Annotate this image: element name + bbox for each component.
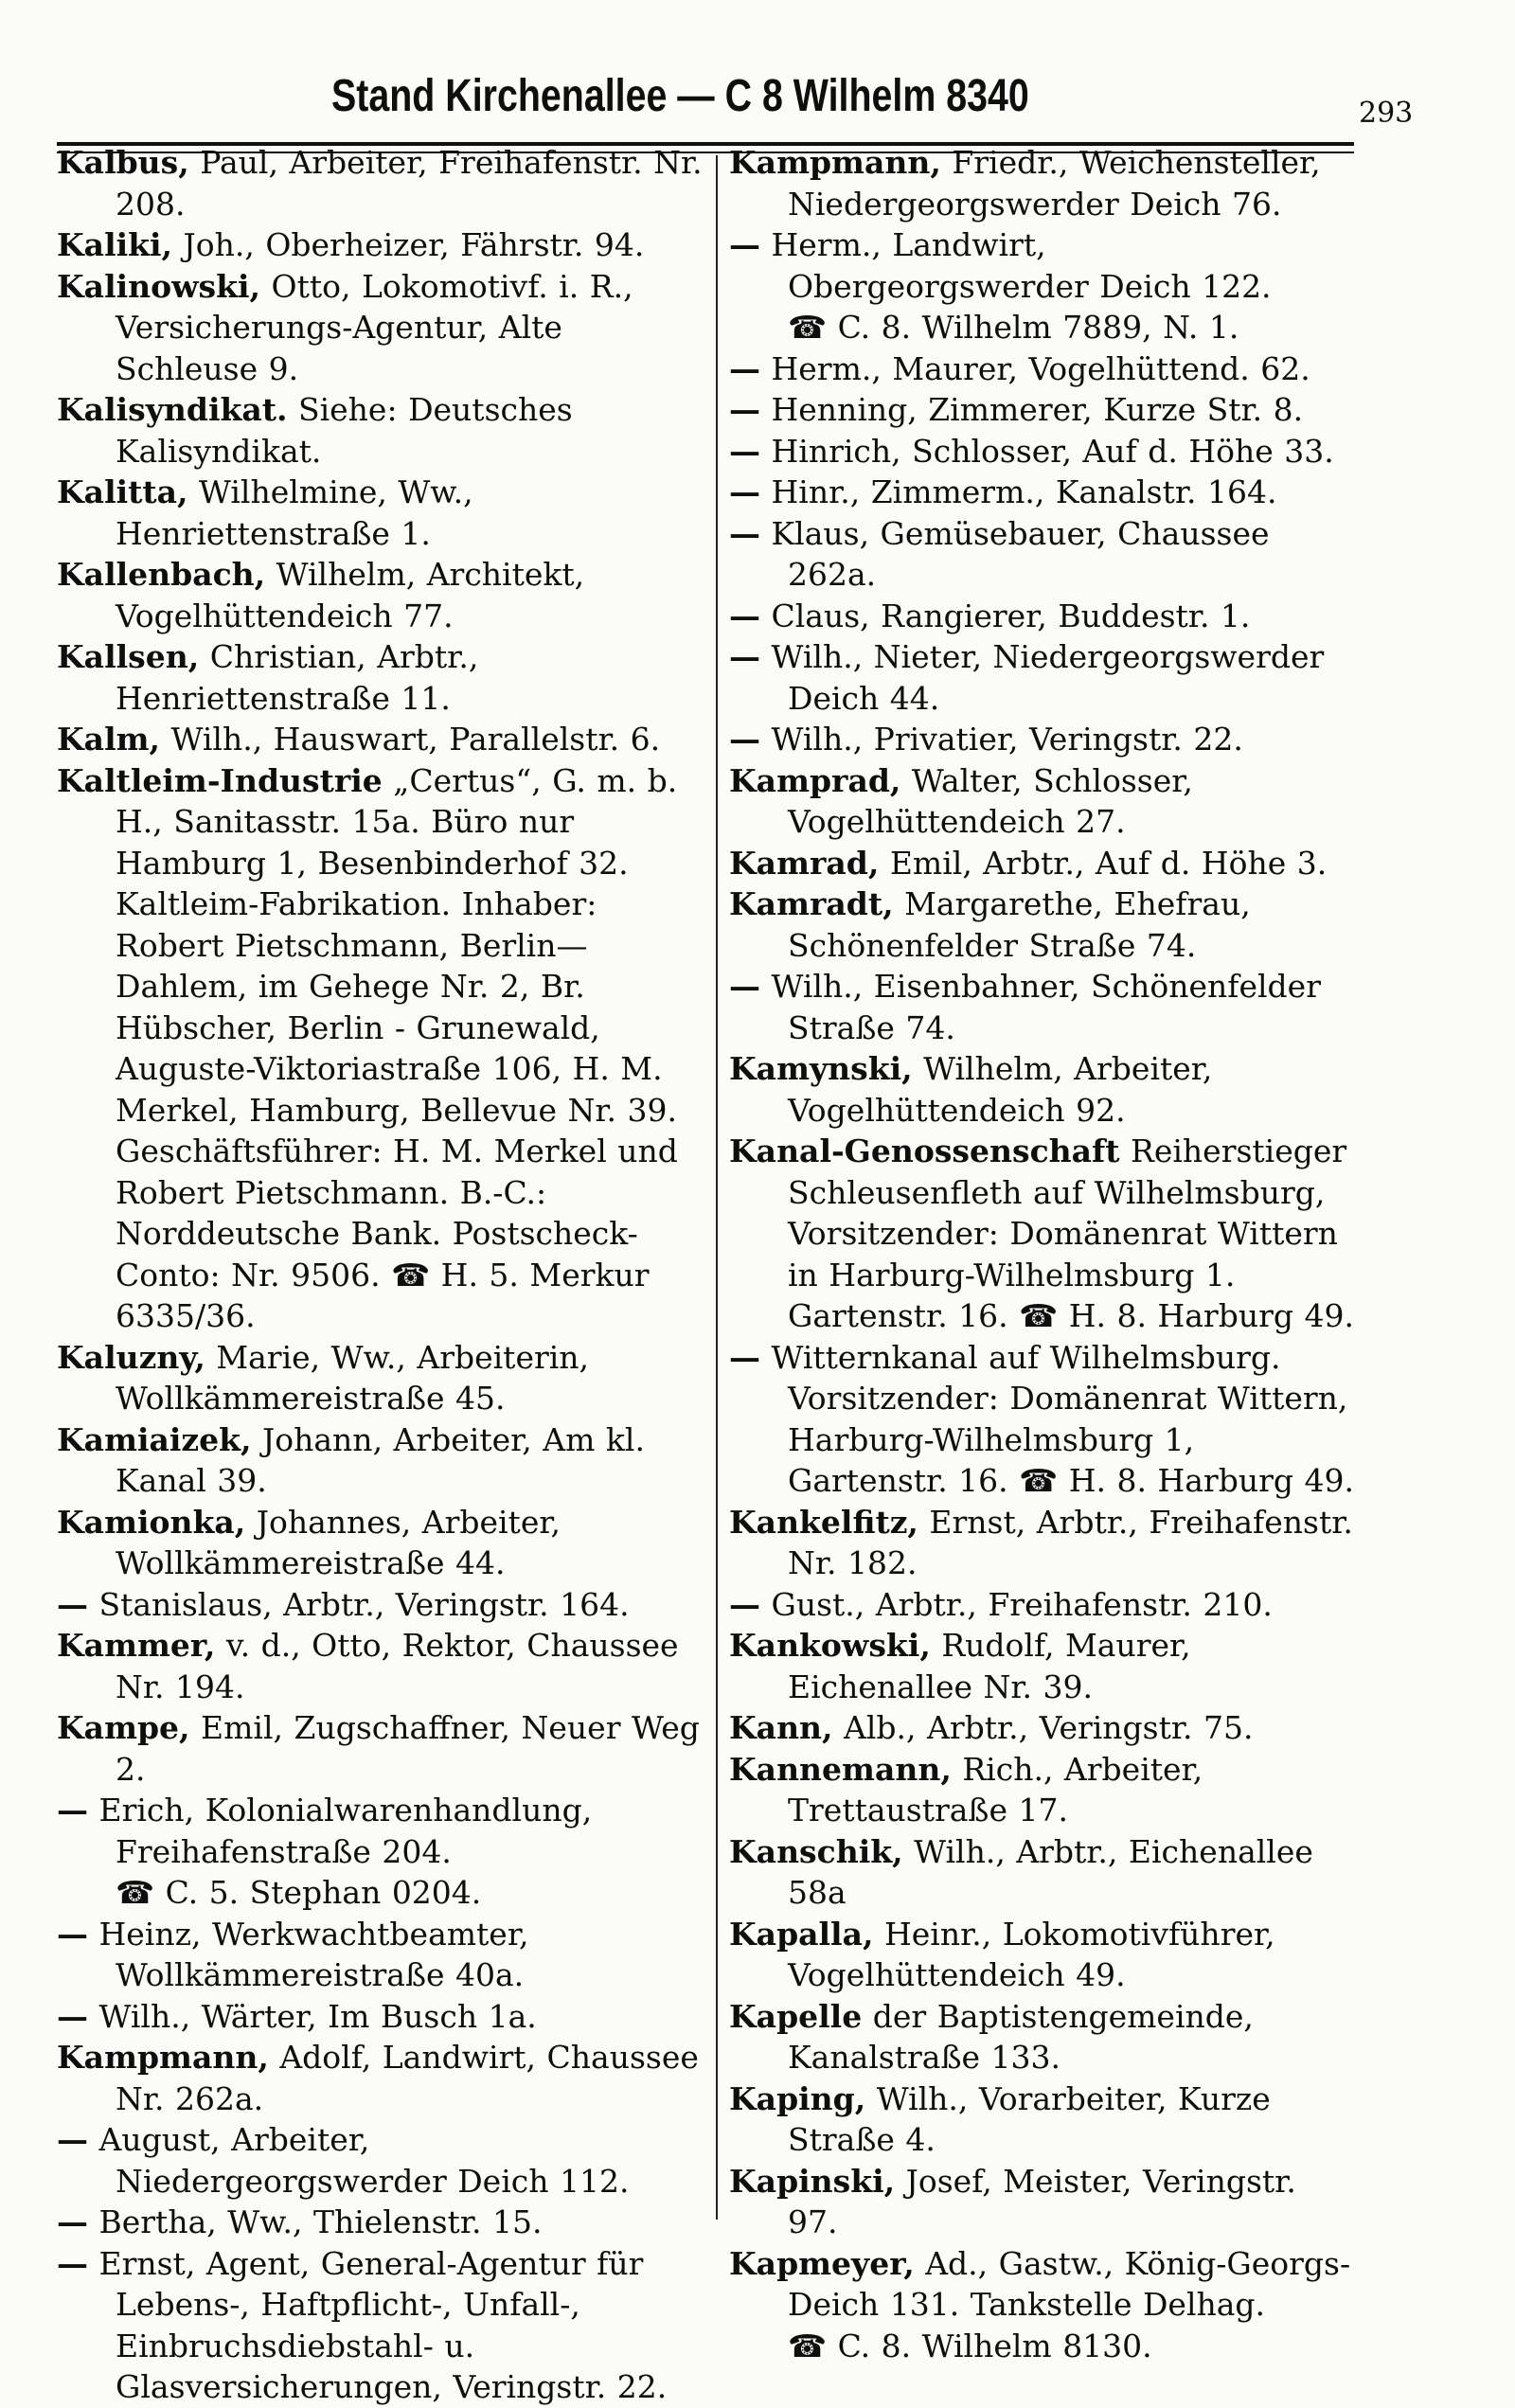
- entry-text: Ernst, Arbtr., Freihafenstr. Nr. 182.: [788, 1503, 1353, 1581]
- entry-name: —: [729, 638, 760, 675]
- entry-name: Kaliki,: [57, 226, 173, 263]
- entry-name: Kamprad,: [729, 761, 901, 799]
- entry-text: Herm., Maurer, Vogelhüttend. 62.: [771, 349, 1310, 387]
- entry-text: Christian, Arbtr., Henriettenstraße 11.: [116, 638, 479, 717]
- entry-name: —: [57, 1997, 88, 2035]
- entry-name: Kallenbach,: [57, 556, 266, 593]
- entry-text: August, Arbeiter, Niedergeorgswerder Deich 112.: [98, 2121, 630, 2200]
- entry-text: Gust., Arbtr., Freihafenstr. 210.: [771, 1585, 1273, 1623]
- entry-name: —: [57, 2244, 88, 2282]
- entry-name: —: [57, 1585, 88, 1623]
- directory-entry: [57, 1625, 710, 1707]
- page-header: [57, 64, 1420, 140]
- left-column: [57, 142, 710, 2408]
- directory-entry: [729, 1749, 1354, 1831]
- entry-name: Kapmeyer,: [729, 2244, 915, 2282]
- directory-entry: [57, 2037, 710, 2119]
- entry-text: Wilhelm, Architekt, Vogelhüttendeich 77.: [116, 556, 585, 634]
- entry-name: Kapelle: [729, 1997, 863, 2035]
- entry-name: —: [729, 721, 760, 758]
- directory-entry: [729, 2161, 1354, 2243]
- directory-entry: [729, 1131, 1354, 1337]
- directory-entry: [57, 1872, 710, 1914]
- directory-entry: [729, 513, 1354, 596]
- directory-entry: [57, 1337, 710, 1419]
- directory-entry: [729, 1996, 1354, 2078]
- entry-name: Kampe,: [57, 1709, 190, 1746]
- entry-name: —: [57, 2121, 88, 2158]
- entry-name: —: [57, 2203, 88, 2240]
- directory-entry: [57, 1790, 710, 1872]
- entry-text: Wilhelmine, Ww., Henriettenstraße 1.: [116, 473, 473, 552]
- directory-entry: [729, 1914, 1354, 1996]
- directory-entry: [57, 1502, 710, 1584]
- entry-name: —: [729, 432, 760, 470]
- entry-name: Kamionka,: [57, 1503, 246, 1541]
- entry-text: Klaus, Gemüsebauer, Chaussee 262a.: [771, 514, 1270, 593]
- entry-text: Ernst, Agent, General-Agentur für Lebens-, Haftpflicht-, Unfall-, Einbruchsdiebstahl- u. Glasversicherungen, Veringstr. 22.: [98, 2244, 668, 2405]
- entry-text: Wilh., Wärter, Im Busch 1a.: [98, 1997, 537, 2035]
- entry-text: Josef, Meister, Veringstr. 97.: [788, 2162, 1296, 2240]
- entry-name: —: [729, 1585, 760, 1623]
- entry-text: v. d., Otto, Rektor, Chaussee Nr. 194.: [116, 1627, 679, 1705]
- directory-entry: [729, 1707, 1354, 1749]
- entry-text: Siehe: Deutsches Kalisyndikat.: [116, 391, 573, 470]
- directory-entry: [57, 142, 710, 224]
- directory-entry: [729, 142, 1354, 224]
- entry-text: Otto, Lokomotivf. i. R., Versicherungs-Agentur, Alte Schleuse 9.: [116, 267, 633, 387]
- directory-entry: [729, 1831, 1354, 1914]
- entry-name: —: [729, 473, 760, 510]
- entry-text: ☎ C. 8. Wilhelm 8130.: [788, 2327, 1152, 2364]
- entry-name: —: [729, 968, 760, 1005]
- column-divider: [716, 155, 718, 2220]
- directory-entry: [57, 1584, 710, 1626]
- directory-entry: [729, 389, 1354, 431]
- entry-name: —: [729, 1338, 760, 1376]
- entry-name: Kaluzny,: [57, 1338, 205, 1376]
- entry-name: —: [729, 391, 760, 428]
- entry-text: Reiherstieger Schleusenfleth auf Wilhelmsburg, Vorsitzender: Domänenrat Wittern in Harburg-Wilhelmsburg 1. Gartenstr. 16. ☎ H. 8. Harburg 49.: [788, 1133, 1354, 1334]
- entry-name: Kaping,: [729, 2079, 866, 2117]
- entry-text: Wilh., Nieter, Niedergeorgswerder Deich 44.: [771, 638, 1325, 717]
- entry-text: „Certus“, G. m. b. H., Sanitasstr. 15a. Büro nur Hamburg 1, Besenbinderhof 32. Kaltleim-Fabrikation. Inhaber: Robert Pietschmann, Berlin—Dahlem, im Gehege Nr. 2, Br. Hübscher, Berlin - Grunewald, Auguste-Viktoriastraße 106, H. M. Merkel, Hamburg, Bellevue Nr. 39. Geschäftsführer: H. M. Merkel und Robert Pietschmann. B.-C.: Norddeutsche Bank. Postscheck-Conto: Nr. 9506. ☎ H. 5. Merkur 6335/36.: [116, 761, 678, 1334]
- entry-name: —: [57, 1792, 88, 1828]
- directory-entry: [57, 554, 710, 636]
- entry-name: Kamiaizek,: [57, 1420, 252, 1458]
- entry-text: Johann, Arbeiter, Am kl. Kanal 39.: [116, 1420, 645, 1499]
- entry-name: Kamradt,: [729, 885, 894, 922]
- directory-entry: [729, 596, 1354, 637]
- directory-entry: [57, 2243, 710, 2408]
- entry-text: Wilh., Vorarbeiter, Kurze Straße 4.: [788, 2079, 1271, 2158]
- directory-entry: [57, 2202, 710, 2243]
- entry-text: Wilh., Arbtr., Eichenallee 58a: [788, 1832, 1313, 1911]
- entry-text: Marie, Ww., Arbeiterin, Wollkämmereistraße 45.: [116, 1338, 590, 1417]
- directory-entry: [57, 224, 710, 266]
- directory-entry: [729, 883, 1354, 966]
- directory-entry: [729, 431, 1354, 473]
- entry-text: Ad., Gastw., König-Georgs-Deich 131. Tankstelle Delhag.: [788, 2244, 1351, 2323]
- directory-entry: [57, 1419, 710, 1502]
- directory-entry: [729, 1625, 1354, 1707]
- entry-name: Kankelfitz,: [729, 1503, 918, 1541]
- directory-entry: [57, 2119, 710, 2202]
- entry-text: Adolf, Landwirt, Chaussee Nr. 262a.: [116, 2039, 699, 2117]
- header-title: Stand Kirchenallee — C 8 Wilhelm 8340: [331, 71, 1029, 121]
- entry-text: Johannes, Arbeiter, Wollkämmereistraße 44.: [116, 1503, 561, 1581]
- directory-entry: [729, 966, 1354, 1048]
- directory-entry: [729, 307, 1354, 348]
- entry-name: —: [57, 1915, 88, 1953]
- entry-text: Henning, Zimmerer, Kurze Str. 8.: [771, 391, 1304, 428]
- directory-entry: [729, 472, 1354, 513]
- entry-text: der Baptistengemeinde, Kanalstraße 133.: [788, 1997, 1254, 2076]
- entry-name: Kampmann,: [57, 2039, 269, 2076]
- entry-text: ☎ C. 8. Wilhelm 7889, N. 1.: [788, 309, 1239, 346]
- entry-name: Kaltleim-Industrie: [57, 761, 383, 799]
- entry-name: —: [729, 514, 760, 552]
- entry-text: Heinz, Werkwachtbeamter, Wollkämmereistraße 40a.: [98, 1915, 529, 1993]
- directory-entry: [729, 1337, 1354, 1502]
- directory-entry: [729, 760, 1354, 843]
- entry-name: Kamrad,: [729, 844, 880, 882]
- entry-name: —: [729, 597, 760, 634]
- entry-text: Joh., Oberheizer, Fährstr. 94.: [183, 226, 645, 263]
- directory-entry: [57, 389, 710, 472]
- directory-entry: [729, 1502, 1354, 1584]
- entry-text: Claus, Rangierer, Buddestr. 1.: [771, 597, 1251, 634]
- entry-text: Emil, Zugschaffner, Neuer Weg 2.: [116, 1709, 700, 1788]
- entry-name: Kann,: [729, 1709, 833, 1746]
- entry-text: Hinrich, Schlosser, Auf d. Höhe 33.: [771, 432, 1334, 470]
- directory-entry: [729, 224, 1354, 307]
- entry-text: Walter, Schlosser, Vogelhüttendeich 27.: [788, 761, 1193, 840]
- entry-text: Erich, Kolonialwarenhandlung, Freihafenstraße 204.: [98, 1792, 593, 1870]
- entry-name: Kanschik,: [729, 1832, 903, 1870]
- page-number: 293: [1359, 97, 1414, 130]
- directory-entry: [57, 1914, 710, 1996]
- entry-text: Emil, Arbtr., Auf d. Höhe 3.: [889, 844, 1328, 882]
- entry-text: Hinr., Zimmerm., Kanalstr. 164.: [771, 473, 1277, 510]
- entry-name: Kalitta,: [57, 473, 188, 510]
- directory-entry: [729, 1584, 1354, 1626]
- directory-entry: [57, 760, 710, 1337]
- entry-text: Margarethe, Ehefrau, Schönenfelder Straße 74.: [788, 885, 1251, 964]
- entry-text: Paul, Arbeiter, Freihafenstr. Nr. 208.: [116, 144, 703, 223]
- entry-text: Friedr., Weichensteller, Niedergeorgswerder Deich 76.: [788, 144, 1321, 223]
- directory-entry: [57, 266, 710, 390]
- entry-text: Rich., Arbeiter, Trettaustraße 17.: [788, 1750, 1203, 1828]
- entry-text: Stanislaus, Arbtr., Veringstr. 164.: [98, 1585, 630, 1623]
- directory-entry: [729, 1048, 1354, 1131]
- entry-name: Kalbus,: [57, 144, 189, 181]
- entry-name: Kanal-Genossenschaft: [729, 1133, 1120, 1169]
- right-column: [729, 142, 1354, 2366]
- entry-name: Kampmann,: [729, 144, 941, 181]
- directory-entry: [57, 1996, 710, 2038]
- directory-entry: [729, 636, 1354, 719]
- entry-text: Wilh., Eisenbahner, Schönenfelder Straße 74.: [771, 968, 1321, 1046]
- entry-name: Kamynski,: [729, 1050, 913, 1087]
- directory-entry: [729, 348, 1354, 390]
- entry-text: Bertha, Ww., Thielenstr. 15.: [98, 2203, 543, 2240]
- entry-name: Kalisyndikat.: [57, 391, 288, 428]
- directory-entry: [57, 719, 710, 760]
- entry-name: Kapinski,: [729, 2162, 896, 2200]
- entry-name: Kalm,: [57, 721, 161, 758]
- entry-text: Wilh., Hauswart, Parallelstr. 6.: [170, 721, 661, 758]
- entry-name: Kalinowski,: [57, 267, 261, 305]
- entry-text: Herm., Landwirt, Obergeorgswerder Deich 122.: [771, 226, 1272, 305]
- entry-text: Heinr., Lokomotivführer, Vogelhüttendeich 49.: [788, 1915, 1275, 1993]
- directory-entry: [57, 1707, 710, 1790]
- entry-name: Kannemann,: [729, 1750, 952, 1788]
- directory-entry: [729, 2078, 1354, 2161]
- entry-text: Wilh., Privatier, Veringstr. 22.: [771, 721, 1243, 758]
- entry-text: Witternkanal auf Wilhelmsburg. Vorsitzender: Domänenrat Wittern, Harburg-Wilhelmsburg 1, Gartenstr. 16. ☎ H. 8. Harburg 49.: [771, 1338, 1354, 1499]
- directory-entry: [57, 472, 710, 554]
- directory-entry: [729, 2326, 1354, 2367]
- entry-name: —: [729, 349, 760, 387]
- directory-entry: [729, 843, 1354, 884]
- entry-text: Alb., Arbtr., Veringstr. 75.: [844, 1709, 1254, 1746]
- directory-entry: [729, 2243, 1354, 2326]
- entry-name: Kammer,: [57, 1627, 216, 1664]
- directory-entry: [729, 719, 1354, 760]
- directory-entry: [57, 636, 710, 719]
- entry-text: Wilhelm, Arbeiter, Vogelhüttendeich 92.: [788, 1050, 1213, 1129]
- entry-name: —: [729, 226, 760, 263]
- entry-name: Kapalla,: [729, 1915, 874, 1953]
- entry-text: Rudolf, Maurer, Eichenallee Nr. 39.: [788, 1627, 1191, 1705]
- entry-name: Kankowski,: [729, 1627, 931, 1664]
- entry-text: ☎ C. 5. Stephan 0204.: [116, 1874, 482, 1911]
- entry-name: Kallsen,: [57, 638, 200, 675]
